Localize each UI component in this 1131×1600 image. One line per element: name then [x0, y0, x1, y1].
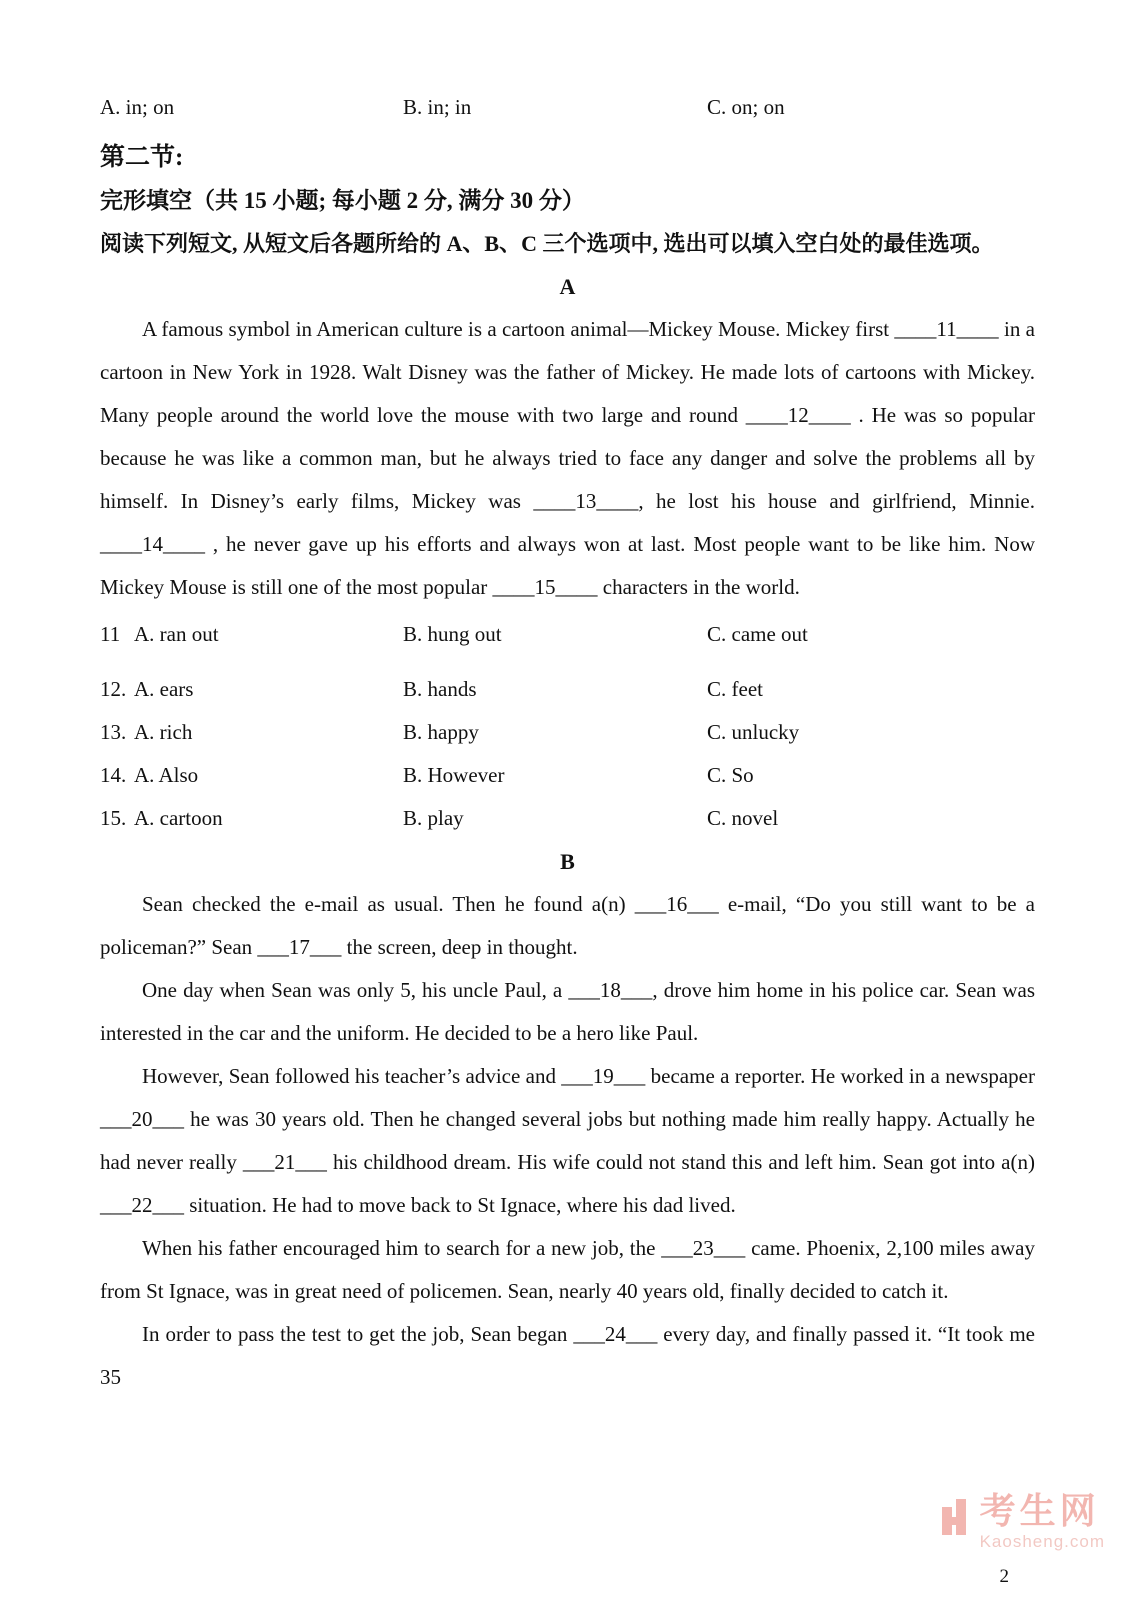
question-row-13: [100, 711, 1035, 754]
question-15-option-c: C. novel: [707, 806, 779, 830]
watermark-text: [980, 1493, 1105, 1550]
top-option-a: A. in; on: [100, 95, 175, 119]
passage-b-paragraph-2: One day when Sean was only 5, his uncle Paul, a ___18___, drove him home in his police car. Sean was interested in the car and the uniform. He decided to be a hero like Paul.: [100, 978, 1035, 1045]
passage-b-paragraph-4: When his father encouraged him to search for a new job, the ___23___ came. Phoenix, 2,100 miles away from St Ignace, was in great need of policemen. Sean, nearly 40 years old, finally decided to catch it.: [100, 1236, 1035, 1303]
question-14-number: 14.: [100, 763, 127, 787]
question-13-option-c: C. unlucky: [707, 720, 800, 744]
question-15-option-b: B. play: [403, 806, 464, 830]
page-number: 2: [999, 1566, 1009, 1587]
question-row-12: [100, 668, 1035, 711]
passage-b-paragraph-1: Sean checked the e-mail as usual. Then he found a(n) ___16___ e-mail, “Do you still want to be a policeman?” Sean ___17___ the screen, deep in thought.: [100, 892, 1035, 959]
question-row-14: [100, 754, 1035, 797]
question-12-number: 12.: [100, 677, 127, 701]
question-row-15: [100, 797, 1035, 840]
question-12-option-b: B. hands: [403, 677, 477, 701]
top-option-c: C. on; on: [707, 95, 785, 119]
question-14-option-c: C. So: [707, 763, 754, 787]
page-content: [100, 92, 1035, 1399]
kaosheng-logo-icon: [940, 1497, 974, 1537]
question-10-options-row: [100, 92, 1035, 122]
question-11-option-b: B. hung out: [403, 622, 502, 646]
question-12-option-a: [100, 668, 403, 711]
question-15-option-a-label: A. cartoon: [134, 806, 223, 830]
question-11-option-c: C. came out: [707, 622, 808, 646]
section-heading: 第二节:: [100, 144, 184, 171]
question-11-number: 11: [100, 622, 121, 646]
question-14-option-b: B. However: [403, 763, 505, 787]
passage-b-paragraph-3: However, Sean followed his teacher’s advice and ___19___ became a reporter. He worked in a newspaper ___20___ he was 30 years old. Then he changed several jobs but nothing made him really happy. Actually he had never really ___21___ his childhood dream. His wife could not stand this and left him. Sean got into a(n) ___22___ situation. He had to move back to St Ignace, where his dad lived.: [100, 1064, 1035, 1217]
question-15-number: 15.: [100, 806, 127, 830]
watermark-brand: 考生网: [979, 1491, 1100, 1532]
question-13-option-b: B. happy: [403, 720, 479, 744]
question-11-option-a-label: A. ran out: [134, 622, 219, 646]
section-instructions: 阅读下列短文, 从短文后各题所给的 A、B、C 三个选项中, 选出可以填入空白处的最佳选项。: [100, 231, 994, 256]
passage-b-paragraph-5: In order to pass the test to get the job, Sean began ___24___ every day, and finally passed it. “It took me 35: [100, 1322, 1035, 1389]
question-14-option-a: [100, 754, 403, 797]
question-13-option-a: [100, 711, 403, 754]
watermark-domain: Kaosheng.com: [979, 1532, 1105, 1551]
top-option-b: B. in; in: [403, 95, 472, 119]
passage-b-label: B: [560, 849, 575, 874]
question-11-option-a: [100, 613, 403, 656]
question-12-option-c: C. feet: [707, 677, 763, 701]
question-14-option-a-label: A. Also: [134, 763, 199, 787]
section-subheading: 完形填空（共 15 小题; 每小题 2 分, 满分 30 分）: [100, 188, 585, 213]
question-13-option-a-label: A. rich: [134, 720, 193, 744]
question-13-number: 13.: [100, 720, 127, 744]
watermark: [940, 1493, 1105, 1550]
question-row-11: [100, 613, 1035, 656]
passage-a-label: A: [559, 274, 576, 299]
question-12-option-a-label: A. ears: [134, 677, 194, 701]
passage-a-text: A famous symbol in American culture is a cartoon animal—Mickey Mouse. Mickey first ____11____ in a cartoon in New York in 1928. Walt Disney was the father of Mickey. He made lots of cartoons with Mickey. Many people around the world love the mouse with two large and round ____12____ . He was so popular because he was like a common man, but he always tried to face any danger and solve the problems all by himself. In Disney’s early films, Mickey was ____13____, he lost his house and girlfriend, Minnie. ____14____ , he never gave up his efforts and always won at last. Most people want to be like him. Now Mickey Mouse is still one of the most popular ____15____ characters in the world.: [100, 317, 1035, 599]
question-15-option-a: [100, 797, 403, 840]
question-list: [100, 613, 1035, 840]
